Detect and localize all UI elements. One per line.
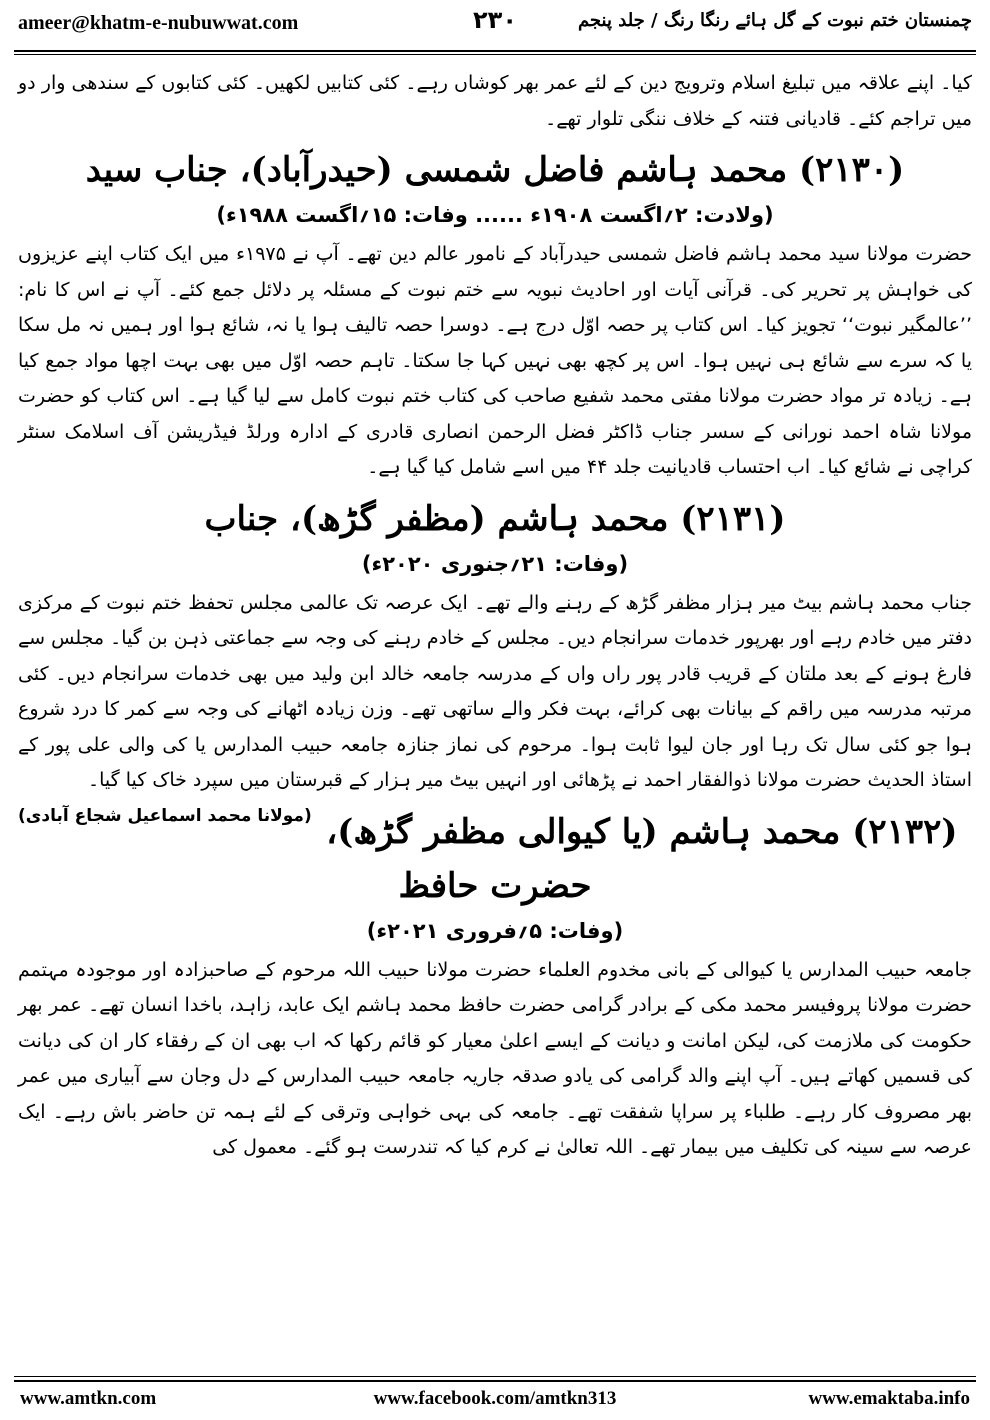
footer-link-emaktaba[interactable]: www.emaktaba.info: [808, 1388, 970, 1409]
entry-body-2131-text: جناب محمد ہاشم بیٹ میر ہزار مظفر گڑھ کے رہنے والے تھے۔ ایک عرصہ تک عالمی مجلس تحفظ ختم نبوت کے مرکزی دفتر میں خادم رہے اور بھرپور خدمات سرانجام دیں۔ مجلس کے خادم رہنے کی وجہ سے جماعتی ذہن بن گیا۔ مجلس سے فارغ ہونے کے بعد ملتان کے قریب قادر پور راں واں کے مدرسہ جامعہ خالد ابن ولید میں بھی خدمات سرانجام دیں۔ کئی مرتبہ مدرسہ میں راقم کے بیانات بھی کرائے، بہت فکر والے ساتھی تھے۔ وزن زیادہ اٹھانے کی وجہ سے کمر کا درد شروع ہوا جو کئی سال تک رہا اور جان لیوا ثابت ہوا۔ مرحوم کی نماز جنازہ جامعہ حبیب المدارس یا کی والی علی پور کے استاذ الحدیث حضرت مولانا ذوالفقار احمد نے پڑھائی اور انہیں بیٹ میر ہزار کے قبرستان میں سپرد خاک کیا گیا۔: [18, 591, 972, 791]
book-title: چمنستان ختم نبوت کے گل ہائے رنگا رنگ / جلد پنجم: [577, 10, 972, 31]
header-email-link[interactable]: ameer@khatm-e-nubuwwat.com: [18, 12, 299, 34]
page-number: ۲۳۰: [473, 6, 517, 34]
page-footer: [14, 1382, 976, 1416]
page-header: [14, 0, 976, 56]
entry-dates-2130: (ولادت: ۲؍اگست ۱۹۰۸ء ...... وفات: ۱۵؍اگست ۱۹۸۸ء): [216, 203, 774, 227]
footer-link-facebook[interactable]: www.facebook.com/amtkn313: [373, 1388, 617, 1409]
entry-body-2130: حضرت مولانا سید محمد ہاشم فاضل شمسی حیدرآباد کے نامور عالم دین تھے۔ آپ نے ۱۹۷۵ء میں ایک کتاب اپنے عزیزوں کی خواہش پر تحریر کی۔ قرآنی آیات اور احادیث نبویہ سے ختم نبوت کے مسئلہ پر دلائل جمع کئے۔ آپ نے اس کا نام: ’’عالمگیر نبوت‘‘ تجویز کیا۔ اس کتاب پر حصہ اوّل درج ہے۔ دوسرا حصہ تالیف ہوا یا نہ، شائع ہوا اور ہمیں نہ مل سکا یا کہ سرے سے شائع ہی نہیں ہوا۔ اس پر کچھ بھی نہیں کہا جا سکتا۔ تاہم حصہ اوّل میں بھی بہت اچھا مواد جمع کیا ہے۔ زیادہ تر مواد حضرت مولانا مفتی محمد شفیع صاحب کی کتاب ختم نبوت کامل سے لیا گیا ہے۔ اس کتاب کو حضرت مولانا شاہ احمد نورانی کے سسر جناب ڈاکٹر فضل الرحمن انصاری قادری کے ادارہ ورلڈ فیڈریشن آف اسلامک سنٹر کراچی نے شائع کیا۔ اب احتساب قادیانیت جلد ۴۴ میں اسے شامل کیا گیا ہے۔: [18, 243, 972, 478]
header-rule-thin: [14, 54, 976, 55]
entry-heading-2132: (۲۱۳۲) محمد ہاشم (یا کیوالی مظفر گڑھ)، حضرت حافظ: [326, 811, 958, 906]
entry-body-2132: جامعہ حبیب المدارس یا کیوالی کے بانی مخدوم العلماء حضرت مولانا حبیب اللہ مرحوم کے صاحبزادہ اور موجودہ مہتمم حضرت مولانا پروفیسر محمد مکی کے برادر گرامی حضرت حافظ محمد ہاشم ایک عابد، زاہد، باخدا انسان تھے۔ عمر بھر حکومت کی ملازمت کی، لیکن امانت و دیانت کے ایسے اعلیٰ معیار کو قائم رکھا کہ اب بھی ان کے رفقاء کار ان کی دیانت کی قسمیں کھاتے ہیں۔ آپ اپنے والد گرامی کی یادو صدقہ جاریہ جامعہ حبیب المدارس کے دل وجان سے آبیاری میں عمر بھر مصروف کار رہے۔ طلباء پر سراپا شفقت تھے۔ جامعہ کی بہی خواہی وترقی کے لئے ہمہ تن حاضر باش رہے۔ ایک عرصہ سے سینہ کی تکلیف میں بیمار تھے۔ اللہ تعالیٰ نے کرم کیا کہ تندرست ہو گئے۔ معمول کی: [18, 958, 972, 1158]
entry-dates-2131: (وفات: ۲۱؍جنوری ۲۰۲۰ء): [361, 551, 629, 576]
entry-heading-2130: (۲۱۳۰) محمد ہاشم فاضل شمسی (حیدرآباد)، جناب سید: [85, 150, 905, 190]
entry-dates-2132: (وفات: ۵؍فروری ۲۰۲۱ء): [366, 918, 624, 943]
intro-paragraph: کیا۔ اپنے علاقہ میں تبلیغ اسلام وترویج دین کے لئے عمر بھر کوشاں رہے۔ کئی کتابیں لکھیں۔ کئی کتابوں کے سندھی وار دو میں تراجم کئے۔ قادیانی فتنہ کے خلاف ننگی تلوار تھے۔: [18, 72, 972, 130]
footer-link-amtkn[interactable]: www.amtkn.com: [20, 1388, 157, 1409]
header-rule: [14, 50, 976, 52]
entry-body-2131: [18, 586, 972, 826]
entry-credit-2131: (مولانا محمد اسماعیل شجاع آبادی): [18, 805, 312, 826]
entry-heading-2131: (۲۱۳۱) محمد ہاشم (مظفر گڑھ)، جناب: [204, 498, 786, 539]
page-content: [18, 66, 972, 1172]
footer-rule-thin: [14, 1376, 976, 1377]
